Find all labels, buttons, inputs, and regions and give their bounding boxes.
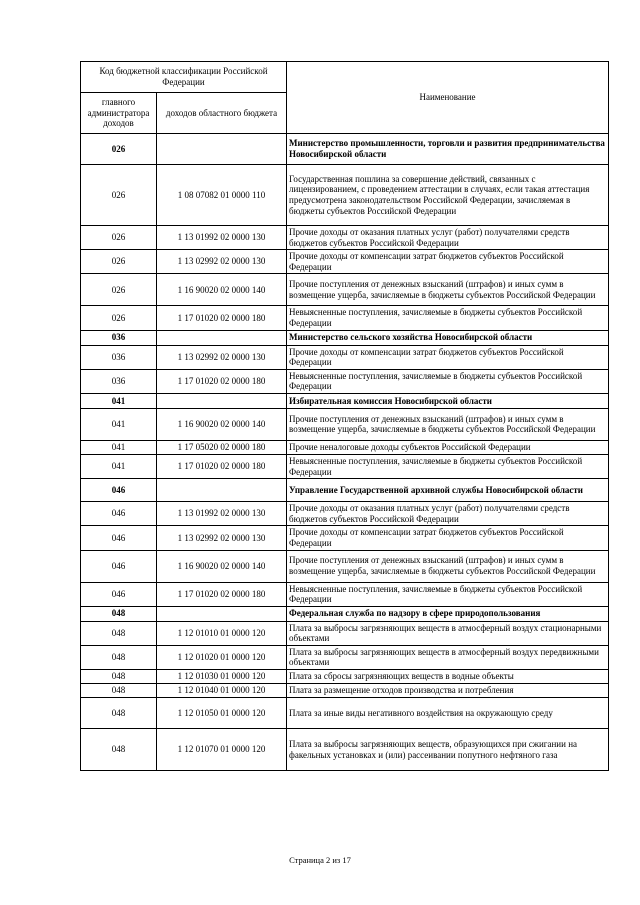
name-cell: Невыясненные поступления, зачисляемые в бюджеты субъектов Российской Федерации — [287, 369, 609, 393]
table-row — [81, 502, 609, 526]
income-code-cell: 1 13 02992 02 0000 130 — [157, 345, 287, 369]
admin-code-cell: 046 — [81, 479, 157, 502]
name-cell: Прочие доходы от оказания платных услуг (работ) получателями средств бюджетов субъектов Российской Федерации — [287, 226, 609, 250]
admin-code-cell: 048 — [81, 670, 157, 684]
admin-code-cell: 036 — [81, 369, 157, 393]
table-row — [81, 645, 609, 669]
income-code-cell: 1 17 01020 02 0000 180 — [157, 582, 287, 606]
income-code-cell — [157, 134, 287, 165]
name-cell: Прочие поступления от денежных взысканий (штрафов) и иных сумм в возмещение ущерба, зачисляемые в бюджеты субъектов Российской Федерации — [287, 408, 609, 440]
admin-code-cell: 046 — [81, 502, 157, 526]
admin-code-cell: 026 — [81, 165, 157, 226]
admin-code-cell: 041 — [81, 454, 157, 478]
page-footer: Страница 2 из 17 — [289, 855, 351, 865]
admin-code-cell: 046 — [81, 526, 157, 550]
table-row — [81, 250, 609, 274]
section-row — [81, 134, 609, 165]
name-cell: Прочие доходы от компенсации затрат бюджетов субъектов Российской Федерации — [287, 345, 609, 369]
admin-code-cell: 046 — [81, 550, 157, 582]
table-row — [81, 670, 609, 684]
name-cell: Министерство промышленности, торговли и развития предпринимательства Новосибирской области — [287, 134, 609, 165]
admin-code-cell: 026 — [81, 250, 157, 274]
table-row — [81, 550, 609, 582]
admin-code-cell: 036 — [81, 345, 157, 369]
name-cell: Прочие доходы от оказания платных услуг (работ) получателями средств бюджетов субъектов Российской Федерации — [287, 502, 609, 526]
name-cell: Прочие доходы от компенсации затрат бюджетов субъектов Российской Федерации — [287, 526, 609, 550]
table-row — [81, 274, 609, 306]
income-code-cell: 1 13 02992 02 0000 130 — [157, 526, 287, 550]
budget-code-table — [80, 61, 609, 771]
table-body — [81, 134, 609, 771]
header-code-column: доходов областного бюджета — [157, 93, 287, 134]
admin-code-cell: 048 — [81, 698, 157, 729]
name-cell: Плата за размещение отходов производства и потребления — [287, 684, 609, 698]
name-cell: Министерство сельского хозяйства Новосибирской области — [287, 330, 609, 345]
income-code-cell: 1 17 01020 02 0000 180 — [157, 369, 287, 393]
name-cell: Плата за выбросы загрязняющих веществ, образующихся при сжигании на факельных установках и (или) рассеивании попутного нефтяного газа — [287, 729, 609, 771]
admin-code-cell: 026 — [81, 274, 157, 306]
income-code-cell: 1 16 90020 02 0000 140 — [157, 408, 287, 440]
name-cell: Плата за выбросы загрязняющих веществ в атмосферный воздух передвижными объектами — [287, 645, 609, 669]
name-cell: Плата за сбросы загрязняющих веществ в водные объекты — [287, 670, 609, 684]
income-code-cell: 1 16 90020 02 0000 140 — [157, 274, 287, 306]
section-row — [81, 330, 609, 345]
income-code-cell: 1 12 01010 01 0000 120 — [157, 621, 287, 645]
name-cell: Прочие поступления от денежных взысканий (штрафов) и иных сумм в возмещение ущерба, зачисляемые в бюджеты субъектов Российской Федерации — [287, 550, 609, 582]
table-row — [81, 306, 609, 330]
table-row — [81, 408, 609, 440]
section-row — [81, 606, 609, 621]
income-code-cell — [157, 393, 287, 408]
income-code-cell: 1 13 01992 02 0000 130 — [157, 502, 287, 526]
table-row — [81, 345, 609, 369]
income-code-cell: 1 12 01020 01 0000 120 — [157, 645, 287, 669]
name-cell: Невыясненные поступления, зачисляемые в бюджеты субъектов Российской Федерации — [287, 582, 609, 606]
header-admin-column: главного администратора доходов — [81, 93, 157, 134]
admin-code-cell: 041 — [81, 440, 157, 454]
name-cell: Государственная пошлина за совершение действий, связанных с лицензированием, с проведением аттестации в случаях, если такая аттестация предусмотрена законодательством Российской Федерации, зачисляемая в бюджеты субъектов Российской Федерации — [287, 165, 609, 226]
table-row — [81, 369, 609, 393]
admin-code-cell: 048 — [81, 645, 157, 669]
header-name-column: Наименование — [287, 62, 609, 134]
income-code-cell: 1 12 01070 01 0000 120 — [157, 729, 287, 771]
table-row — [81, 526, 609, 550]
income-code-cell: 1 13 02992 02 0000 130 — [157, 250, 287, 274]
name-cell: Прочие поступления от денежных взысканий (штрафов) и иных сумм в возмещение ущерба, зачисляемые в бюджеты субъектов Российской Федерации — [287, 274, 609, 306]
name-cell: Прочие доходы от компенсации затрат бюджетов субъектов Российской Федерации — [287, 250, 609, 274]
admin-code-cell: 026 — [81, 134, 157, 165]
income-code-cell: 1 17 01020 02 0000 180 — [157, 454, 287, 478]
income-code-cell: 1 08 07082 01 0000 110 — [157, 165, 287, 226]
income-code-cell: 1 12 01040 01 0000 120 — [157, 684, 287, 698]
income-code-cell — [157, 330, 287, 345]
admin-code-cell: 048 — [81, 729, 157, 771]
admin-code-cell: 046 — [81, 582, 157, 606]
table-row — [81, 440, 609, 454]
table-row — [81, 165, 609, 226]
table-row — [81, 226, 609, 250]
name-cell: Плата за выбросы загрязняющих веществ в атмосферный воздух стационарными объектами — [287, 621, 609, 645]
table-row — [81, 582, 609, 606]
header-group-title: Код бюджетной классификации Российской Федерации — [81, 62, 287, 93]
admin-code-cell: 026 — [81, 306, 157, 330]
name-cell: Управление Государственной архивной службы Новосибирской области — [287, 479, 609, 502]
name-cell: Избирательная комиссия Новосибирской области — [287, 393, 609, 408]
income-code-cell — [157, 479, 287, 502]
income-code-cell: 1 17 05020 02 0000 180 — [157, 440, 287, 454]
income-code-cell: 1 12 01030 01 0000 120 — [157, 670, 287, 684]
name-cell: Невыясненные поступления, зачисляемые в бюджеты субъектов Российской Федерации — [287, 306, 609, 330]
income-code-cell: 1 12 01050 01 0000 120 — [157, 698, 287, 729]
admin-code-cell: 048 — [81, 621, 157, 645]
admin-code-cell: 026 — [81, 226, 157, 250]
section-row — [81, 393, 609, 408]
admin-code-cell: 041 — [81, 408, 157, 440]
admin-code-cell: 048 — [81, 606, 157, 621]
income-code-cell — [157, 606, 287, 621]
name-cell: Невыясненные поступления, зачисляемые в бюджеты субъектов Российской Федерации — [287, 454, 609, 478]
table-row — [81, 621, 609, 645]
admin-code-cell: 036 — [81, 330, 157, 345]
table-row — [81, 698, 609, 729]
income-code-cell: 1 16 90020 02 0000 140 — [157, 550, 287, 582]
table-row — [81, 729, 609, 771]
name-cell: Прочие неналоговые доходы субъектов Российской Федерации — [287, 440, 609, 454]
income-code-cell: 1 13 01992 02 0000 130 — [157, 226, 287, 250]
admin-code-cell: 048 — [81, 684, 157, 698]
admin-code-cell: 041 — [81, 393, 157, 408]
table-row — [81, 454, 609, 478]
table-row — [81, 684, 609, 698]
name-cell: Плата за иные виды негативного воздействия на окружающую среду — [287, 698, 609, 729]
section-row — [81, 479, 609, 502]
income-code-cell: 1 17 01020 02 0000 180 — [157, 306, 287, 330]
name-cell: Федеральная служба по надзору в сфере природопользования — [287, 606, 609, 621]
